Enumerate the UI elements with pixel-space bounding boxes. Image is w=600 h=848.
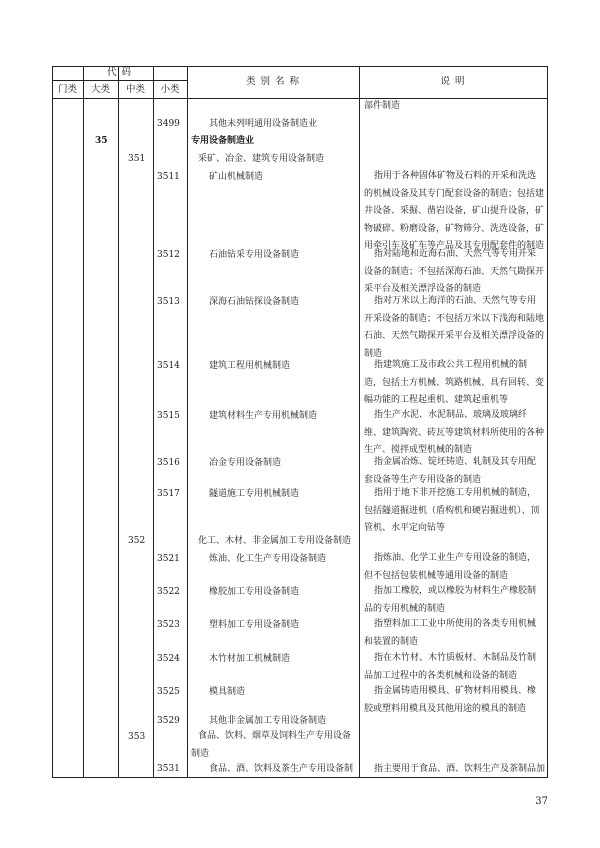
header-description: 说 明 xyxy=(440,76,466,87)
category-name-cell: 食品、酒、饮料及茶生产专用设备制 xyxy=(209,764,354,774)
col-divider-men xyxy=(83,66,84,778)
header-zhonglei: 中类 xyxy=(125,84,145,95)
header-menlei: 门类 xyxy=(57,84,77,95)
category-name-cell: 矿山机械制造 xyxy=(209,172,264,182)
col-divider-name xyxy=(359,66,360,778)
category-name-cell: 橡胶加工专用设备制造 xyxy=(209,587,300,597)
description-cell: 指主要用于食品、酒、饮料生产及茶制品加 xyxy=(374,764,546,774)
col-divider-da xyxy=(118,66,119,778)
header-xiaolei: 小类 xyxy=(160,84,180,95)
col-divider-xiao xyxy=(187,66,188,778)
table-border-right xyxy=(547,66,548,778)
description-cell: 指对万米以上海洋的石油、天然气等专用开采设备的制造；不包括万米以下浅海和陆地石油、天然气勘探开采平台及相关漂浮设备的制造 xyxy=(364,296,545,359)
xiao-code-cell: 3522 xyxy=(157,587,180,597)
description-cell: 指塑料加工工业中所使用的各类专用机械和装置的制造 xyxy=(364,619,537,647)
category-name-cell: 隧道施工专用机械制造 xyxy=(209,489,300,499)
col-divider-zhong xyxy=(153,66,154,778)
description-cell: 指金属铸造用模具、矿物材料用模具、橡胶或塑料用模具及其他用途的模具的制造 xyxy=(364,686,537,714)
category-name-cell: 模具制造 xyxy=(209,687,246,697)
page-number: 37 xyxy=(535,796,548,807)
xiao-code-cell: 3524 xyxy=(157,654,180,664)
xiao-code-cell: 3521 xyxy=(157,554,180,564)
description-cell: 指炼油、化学工业生产专用设备的制造，但不包括包装机械等通用设备的制造 xyxy=(364,553,537,581)
xiao-code-cell: 3531 xyxy=(157,764,180,774)
header-dalei: 大类 xyxy=(90,84,110,95)
description-cell: 指对陆地和近海石油、天然气等专用开采设备的制造；不包括深海石油、天然气勘探开采平台及相关漂浮设备的制造 xyxy=(364,249,545,294)
xiao-code-cell: 3523 xyxy=(157,620,180,630)
category-name-cell: 建筑材料生产专用机械制造 xyxy=(209,411,318,421)
category-name-cell: 采矿、冶金、建筑专用设备制造 xyxy=(198,154,325,164)
category-name-cell: 深海石油钻探设备制造 xyxy=(209,297,300,307)
category-name-cell: 冶金专用设备制造 xyxy=(209,458,282,468)
classification-table xyxy=(52,66,548,778)
xiao-code-cell: 3516 xyxy=(157,458,180,468)
category-name-cell: 化工、木材、非金属加工专用设备制造 xyxy=(198,536,352,546)
xiao-code-cell: 3513 xyxy=(157,297,180,307)
description-cell: 部件制造 xyxy=(364,101,401,111)
xiao-code-cell: 3512 xyxy=(157,250,180,260)
category-name-cell: 其他非金属加工专用设备制造 xyxy=(209,716,327,726)
category-name-cell: 木竹材加工机械制造 xyxy=(209,654,291,664)
xiao-code-cell: 3511 xyxy=(157,172,180,182)
description-cell: 指金属冶炼、锭坯铸造、轧制及其专用配套设备等生产专用设备的制造 xyxy=(364,457,537,485)
description-cell: 指在木竹材、木竹质板材、木制品及竹制品加工过程中的各类机械和设备的制造 xyxy=(364,653,537,681)
xiao-code-cell: 3517 xyxy=(157,489,180,499)
category-name-cell: 炼油、化工生产专用设备制造 xyxy=(209,554,327,564)
xiao-code-cell: 3515 xyxy=(157,411,180,421)
da-code-cell: 35 xyxy=(95,136,108,146)
zhong-code-cell: 352 xyxy=(128,536,146,546)
header-code: 代 码 xyxy=(106,67,133,78)
xiao-code-cell: 3529 xyxy=(157,716,180,726)
table-border-left xyxy=(52,66,53,778)
zhong-code-cell: 353 xyxy=(128,732,146,742)
category-name-cell: 塑料加工专用设备制造 xyxy=(209,620,300,630)
category-name-cell: 石油钻采专用设备制造 xyxy=(209,250,300,260)
header-category-name: 类 别 名 称 xyxy=(245,76,301,87)
description-cell: 指用于地下非开挖施工专用机械的制造，包括隧道掘进机（盾构机和硬岩掘进机）、顶管机、水平定向钻等 xyxy=(364,488,540,533)
xiao-code-cell: 3525 xyxy=(157,687,180,697)
category-name-cell: 其他未列明通用设备制造业 xyxy=(209,119,318,129)
zhong-code-cell: 351 xyxy=(128,154,146,164)
xiao-code-cell: 3499 xyxy=(157,119,180,129)
description-cell: 指建筑施工及市政公共工程用机械的制造，包括土方机械、筑路机械、具有回转、变幅功能的工程起重机、建筑起重机等 xyxy=(364,360,545,405)
description-cell: 指用于各种固体矿物及石料的开采和洗选的机械设备及其专门配套设备的制造；包括建井设备、采掘、凿岩设备，矿山提升设备，矿物破碎、粉磨设备，矿物筛分、洗选设备，矿用牵引车及矿车等产品及其专用配套件的制造 xyxy=(364,171,545,251)
category-name-cell: 食品、饮料、烟草及饲料生产专用设备制造 xyxy=(191,731,352,759)
description-cell: 指生产水泥、水泥制品、玻璃及玻璃纤维、建筑陶瓷、砖瓦等建筑材料所使用的各种生产、搅拌成型机械的制造 xyxy=(364,410,545,455)
xiao-code-cell: 3514 xyxy=(157,361,180,371)
category-name-cell: 专用设备制造业 xyxy=(191,136,255,146)
category-name-cell: 建筑工程用机械制造 xyxy=(209,361,291,371)
description-cell: 指加工橡胶，或以橡胶为材料生产橡胶制品的专用机械的制造 xyxy=(364,586,537,614)
